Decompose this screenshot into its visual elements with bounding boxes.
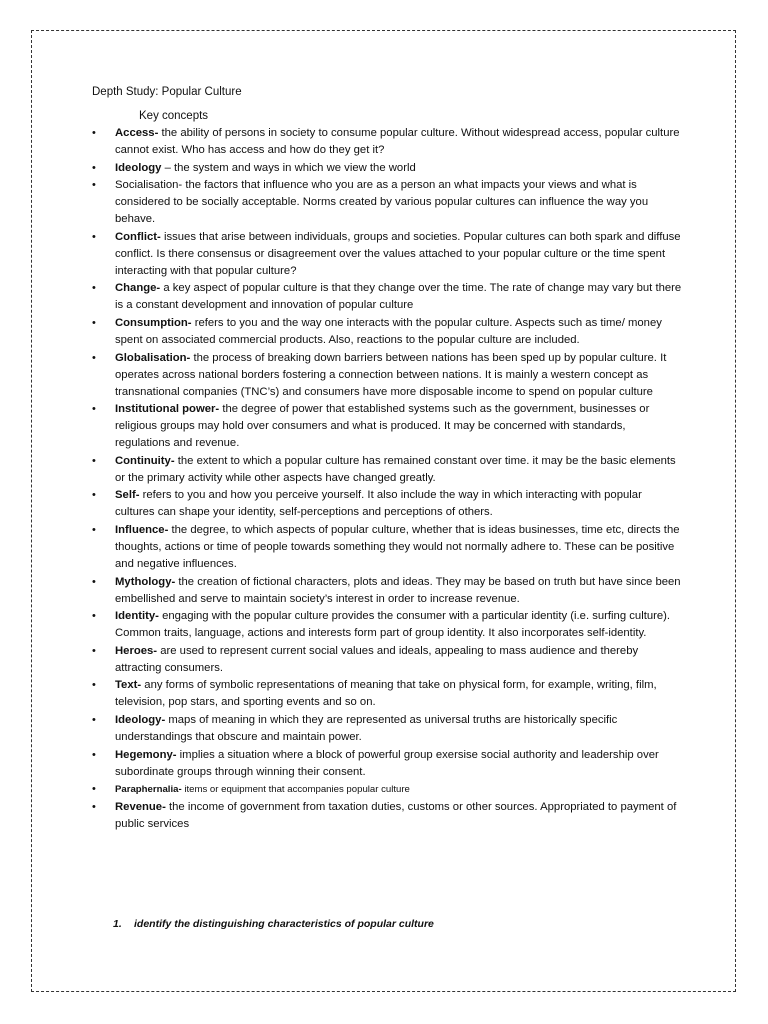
concept-description: the income of government from taxation duties, customs or other sources. Appropriated to payment of public services — [115, 800, 677, 830]
concept-description: any forms of symbolic representations of meaning that take on physical form, for example, writing, film, television, pop stars, and sporting events and so on. — [115, 679, 657, 709]
concept-item — [92, 229, 682, 280]
concept-term: Change- — [115, 282, 161, 295]
concept-description: the extent to which a popular culture has remained constant over time. it may be the basic elements or the primary activity while other aspects have changed greatly. — [115, 454, 676, 484]
bullet-icon: • — [92, 127, 96, 139]
concept-term: Continuity- — [115, 454, 175, 467]
concept-description: issues that arise between individuals, groups and societies. Popular cultures can both spark and diffuse conflict. Is there consensus or disagreement over the values attached to your popular culture or the time spent interacting with that popular culture? — [115, 230, 681, 277]
concept-term: Institutional power- — [115, 403, 220, 416]
concept-term: Heroes- — [115, 644, 158, 657]
question-text: identify the distinguishing characteristics of popular culture — [134, 918, 434, 930]
concept-item — [92, 712, 682, 746]
concept-item — [92, 643, 682, 677]
concept-item — [92, 522, 682, 573]
question-item — [113, 918, 434, 930]
bullet-icon: • — [92, 748, 96, 761]
concept-description: maps of meaning in which they are represented as universal truths are historically specific understandings that obscure and maintain power. — [115, 713, 618, 743]
concept-item — [92, 747, 682, 781]
concept-term: Paraphernalia- — [115, 784, 182, 796]
bullet-icon: • — [92, 644, 96, 657]
concept-description: refers to you and how you perceive yourself. It also include the way in which interacting with popular cultures can shape your identity, self-perceptions and perceptions of others. — [115, 489, 642, 519]
concept-item — [92, 453, 682, 487]
concept-description: Socialisation- the factors that influence who you are as a person an what impacts your views and what is considered to be socially acceptable. Norms created by various popular cultures can influence the way you behave. — [115, 179, 649, 226]
bullet-icon: • — [92, 454, 96, 467]
concept-term: Influence- — [115, 523, 169, 536]
bullet-icon: • — [92, 316, 96, 329]
concept-item — [92, 487, 682, 521]
bullet-icon: • — [92, 679, 96, 692]
concept-term: Hegemony- — [115, 748, 177, 761]
bullet-icon: • — [92, 610, 96, 623]
concept-item — [92, 280, 682, 314]
concept-term: Conflict- — [115, 230, 161, 243]
concept-description: the process of breaking down barriers between nations has been sped up by popular culture. It operates across national borders fostering a connection between nations. It is mainly a western concept as transnational companies (TNC’s) and consumers have more disposable income to spend on popular culture — [115, 351, 667, 398]
concept-term: Mythology- — [115, 575, 176, 588]
bullet-icon: • — [92, 351, 96, 364]
concept-term: Self- — [115, 489, 140, 502]
concept-term: Consumption- — [115, 316, 192, 329]
concept-item — [92, 125, 682, 159]
concept-description: – the system and ways in which we view the world — [161, 161, 416, 174]
key-concepts-heading: Key concepts — [139, 110, 209, 122]
concept-term: Globalisation- — [115, 351, 191, 364]
concept-term: Identity- — [115, 610, 159, 623]
concept-description: a key aspect of popular culture is that they change over the time. The rate of change may vary but there is a constant development and innovation of popular culture — [115, 282, 682, 312]
bullet-icon: • — [92, 282, 96, 295]
concept-item — [92, 677, 682, 711]
concept-list — [92, 125, 682, 833]
concept-description: engaging with the popular culture provides the consumer with a particular identity (i.e. surfing culture). Common traits, language, actions and interests form part of group identity. It also incorporates self-identity. — [115, 610, 671, 640]
concept-item — [92, 350, 682, 401]
concept-term: Text- — [115, 679, 142, 692]
document-body — [92, 86, 682, 833]
bullet-icon: • — [92, 523, 96, 536]
bullet-icon: • — [92, 179, 96, 192]
bullet-icon: • — [92, 575, 96, 588]
concept-item — [92, 160, 682, 177]
concept-description: items or equipment that accompanies popular culture — [181, 784, 410, 796]
concept-description: the degree of power that established systems such as the government, businesses or religious groups may hold over consumers and what is produced. It may be concerned with standards, regulations and revenue. — [115, 403, 650, 450]
concept-description: the degree, to which aspects of popular culture, whether that is ideas businesses, time etc, directs the thoughts, actions or time of people towards something they would not normally adhere to. These can be positive and negative influences. — [115, 523, 680, 570]
concept-term: Access- — [115, 127, 159, 139]
concept-description: refers to you and the way one interacts with the popular culture. Aspects such as time/ money spent on associated commercial products. Also, reactions to the popular culture are included. — [115, 316, 662, 346]
bullet-icon: • — [92, 161, 96, 174]
concept-item — [92, 608, 682, 642]
bullet-icon: • — [92, 489, 96, 502]
concept-item — [92, 315, 682, 349]
document-title: Depth Study: Popular Culture — [92, 86, 242, 98]
concept-description: implies a situation where a block of powerful group exersise social authority and leadership over subordinate groups through winning their consent. — [115, 748, 659, 778]
concept-term: Ideology- — [115, 713, 166, 726]
concept-term: Ideology — [115, 161, 162, 174]
bullet-icon: • — [92, 230, 96, 243]
bullet-icon: • — [92, 713, 96, 726]
concept-item — [92, 781, 682, 798]
bullet-icon: • — [92, 403, 96, 416]
concept-item — [92, 401, 682, 452]
concept-description: the ability of persons in society to consume popular culture. Without widespread access, popular culture cannot exist. Who has access and how do they get it? — [115, 127, 680, 156]
bullet-icon: • — [92, 783, 96, 796]
concept-item — [92, 799, 682, 833]
question-number: 1. — [113, 918, 122, 930]
concept-description: the creation of fictional characters, plots and ideas. They may be based on truth but have since been embellished and serve to maintain society’s interest in order to increase revenue. — [115, 575, 681, 605]
concept-term: Revenue- — [115, 800, 166, 813]
concept-item — [92, 574, 682, 608]
bullet-icon: • — [92, 800, 96, 813]
concept-description: are used to represent current social values and ideals, appealing to mass audience and thereby attracting consumers. — [115, 644, 639, 674]
concept-item — [92, 177, 682, 228]
